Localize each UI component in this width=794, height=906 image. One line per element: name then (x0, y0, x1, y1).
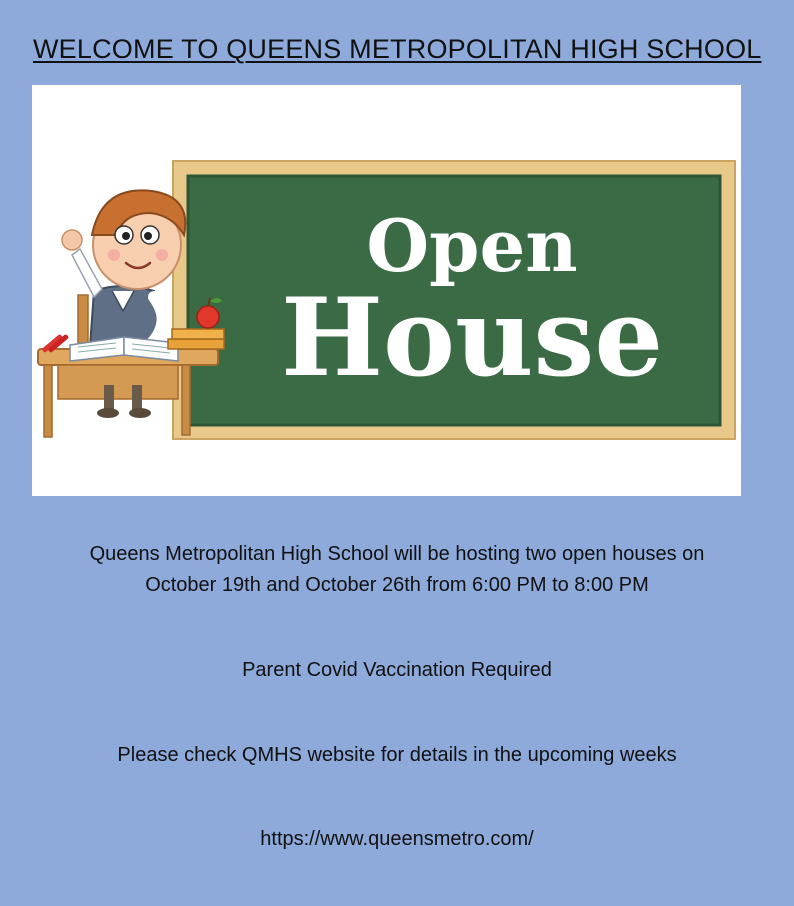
website-instructions-text: Please check QMHS website for details in the upcoming weeks (117, 744, 677, 766)
announcement-line-1: Queens Metropolitan High School will be hosting two open houses on (89, 543, 705, 565)
vaccination-requirement-text: Parent Covid Vaccination Required (242, 659, 552, 681)
website-url-text: https://www.queensmetro.com/ (260, 828, 534, 850)
sign-line-house: House (280, 275, 664, 401)
page-title: WELCOME TO QUEENS METROPOLITAN HIGH SCHOOL (33, 34, 762, 64)
open-house-banner (32, 85, 741, 496)
announcement-line-2: October 19th and October 26th from 6:00 PM to 8:00 PM (145, 574, 649, 596)
announcement-text (0, 539, 794, 601)
sign-line-open: Open (366, 203, 578, 288)
